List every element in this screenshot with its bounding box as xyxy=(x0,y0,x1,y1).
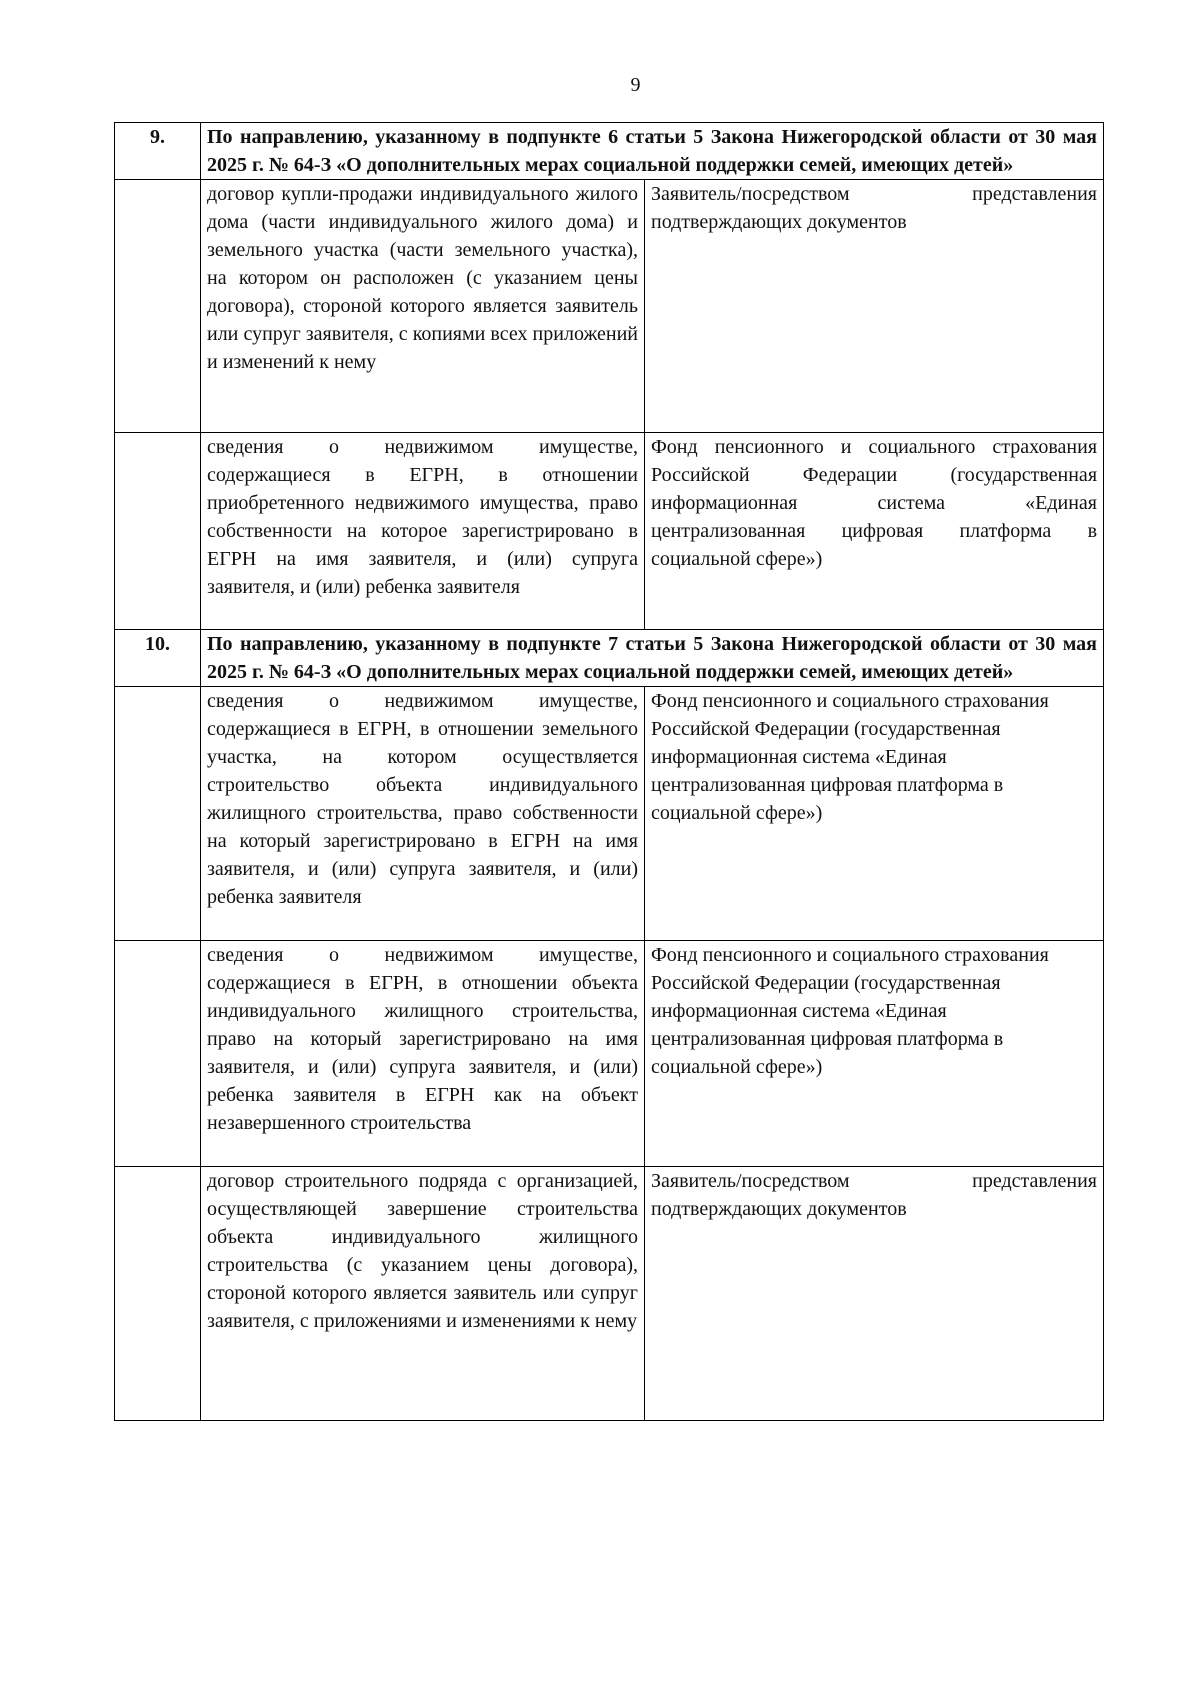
document-cell: договор строительного подряда с организацией, осуществляющей завершение строительства объекта индивидуального жилищного строительства (с указанием цены договора), стороной которого является заявитель или супруг заявителя, с приложениями и изменениями к нему xyxy=(201,1167,645,1421)
document-cell: сведения о недвижимом имуществе, содержащиеся в ЕГРН, в отношении земельного участка, на котором осуществляется строительство объекта индивидуального жилищного строительства, право собственности на который зарегистрировано в ЕГРН на имя заявителя, и (или) супруга заявителя, и (или) ребенка заявителя xyxy=(201,687,645,941)
table-row xyxy=(115,941,1104,1167)
section-heading-row xyxy=(115,630,1104,687)
source-cell: Заявитель/посредством представления подтверждающих документов xyxy=(645,180,1104,433)
section-heading: По направлению, указанному в подпункте 6 статьи 5 Закона Нижегородской области от 30 мая 2025 г. № 64-З «О дополнительных мерах социальной поддержки семей, имеющих детей» xyxy=(201,123,1104,180)
section-number: 9. xyxy=(115,123,201,180)
table-row xyxy=(115,433,1104,630)
section-number: 10. xyxy=(115,630,201,687)
documents-table xyxy=(114,122,1104,1421)
source-cell: Заявитель/посредством представления подтверждающих документов xyxy=(645,1167,1104,1421)
source-cell: Фонд пенсионного и социального страхования Российской Федерации (государственная информационная система «Единая централизованная цифровая платформа в социальной сфере») xyxy=(645,941,1104,1167)
section-heading: По направлению, указанному в подпункте 7 статьи 5 Закона Нижегородской области от 30 мая 2025 г. № 64-З «О дополнительных мерах социальной поддержки семей, имеющих детей» xyxy=(201,630,1104,687)
section-heading-row xyxy=(115,123,1104,180)
source-cell: Фонд пенсионного и социального страхования Российской Федерации (государственная информационная система «Единая централизованная цифровая платформа в социальной сфере») xyxy=(645,687,1104,941)
table-row xyxy=(115,180,1104,433)
table-row xyxy=(115,1167,1104,1421)
empty-number-cell xyxy=(115,941,201,1167)
page-number: 9 xyxy=(630,74,641,96)
document-cell: сведения о недвижимом имуществе, содержащиеся в ЕГРН, в отношении объекта индивидуального жилищного строительства, право на который зарегистрировано на имя заявителя, и (или) супруга заявителя, и (или) ребенка заявителя в ЕГРН как на объект незавершенного строительства xyxy=(201,941,645,1167)
source-cell: Фонд пенсионного и социального страхования Российской Федерации (государственная информационная система «Единая централизованная цифровая платформа в социальной сфере») xyxy=(645,433,1104,630)
document-cell: договор купли-продажи индивидуального жилого дома (части индивидуального жилого дома) и земельного участка (части земельного участка), на котором он расположен (с указанием цены договора), стороной которого является заявитель или супруг заявителя, с копиями всех приложений и изменений к нему xyxy=(201,180,645,433)
table-row xyxy=(115,687,1104,941)
empty-number-cell xyxy=(115,180,201,433)
empty-number-cell xyxy=(115,1167,201,1421)
document-cell: сведения о недвижимом имуществе, содержащиеся в ЕГРН, в отношении приобретенного недвижимого имущества, право собственности на которое зарегистрировано в ЕГРН на имя заявителя, и (или) супруга заявителя, и (или) ребенка заявителя xyxy=(201,433,645,630)
empty-number-cell xyxy=(115,433,201,630)
empty-number-cell xyxy=(115,687,201,941)
